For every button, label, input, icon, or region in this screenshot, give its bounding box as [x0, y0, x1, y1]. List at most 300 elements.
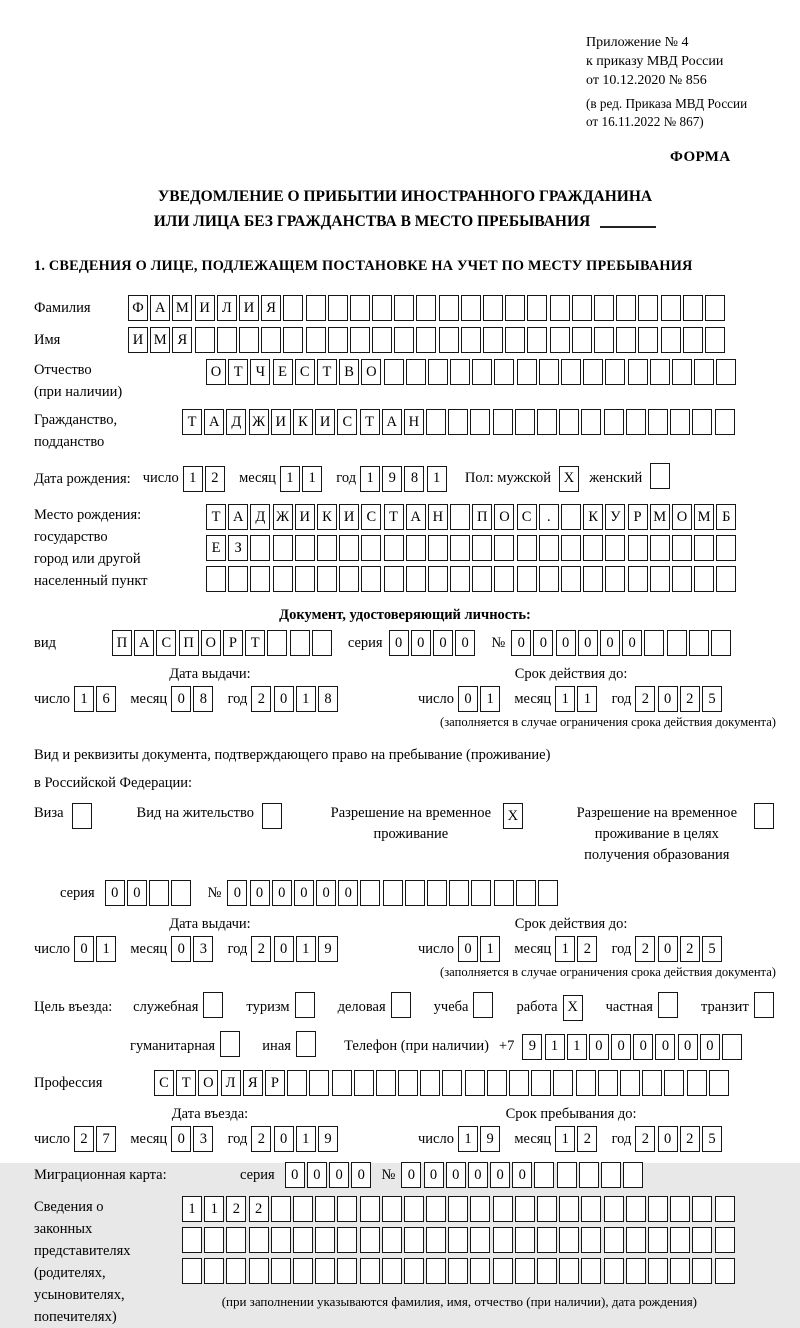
char-cell: 0 [678, 1034, 698, 1060]
char-cell: А [134, 630, 154, 656]
checkbox-cell [296, 1031, 316, 1057]
char-cell [716, 535, 736, 561]
char-cell: 5 [702, 1126, 722, 1152]
char-cell [428, 566, 448, 592]
residence-valid-note: (заполняется в случае ограничения срока действия документа) [440, 965, 776, 980]
char-cell [382, 1258, 402, 1284]
visa-checkbox [72, 803, 94, 834]
purpose-option-private [606, 992, 681, 1023]
char-cell [293, 1196, 313, 1222]
char-cell [228, 566, 248, 592]
field-patronymic [34, 359, 776, 403]
char-cell [448, 1258, 468, 1284]
char-cell [332, 1070, 352, 1096]
birth-place-label-line3: город или другой [34, 551, 141, 568]
char-cell: 1 [183, 466, 203, 492]
char-cell [561, 504, 581, 530]
char-cell [517, 566, 537, 592]
field-migration-card [34, 1162, 776, 1188]
checkbox-cell [295, 992, 315, 1018]
char-cell [716, 359, 736, 385]
char-cell [306, 327, 326, 353]
char-cell: 0 [272, 880, 292, 906]
purpose-option-checkbox [220, 1031, 242, 1062]
char-cell [539, 566, 559, 592]
char-cell [670, 409, 690, 435]
char-cell [182, 1258, 202, 1284]
representatives-label-line4: (родителях, [34, 1265, 106, 1282]
patronymic-label-line2: (при наличии) [34, 384, 123, 401]
char-cell: О [198, 1070, 218, 1096]
char-cell [687, 1070, 707, 1096]
residence-number-cells [227, 880, 560, 906]
char-cell [472, 535, 492, 561]
char-cell [572, 295, 592, 321]
identity-doc-series-label: серия [347, 634, 383, 651]
date-part-label: месяц [239, 470, 276, 487]
char-cell: М [650, 504, 670, 530]
char-cell [384, 566, 404, 592]
char-cell [428, 535, 448, 561]
purpose-option-checkbox [295, 992, 317, 1023]
entry-stay-dates [34, 1106, 776, 1152]
char-cell: И [339, 504, 359, 530]
date-part-label: месяц [130, 940, 168, 957]
purpose-option-checkbox [658, 992, 680, 1023]
char-cell [623, 1162, 643, 1188]
char-cell: Ч [250, 359, 270, 385]
char-cell [515, 409, 535, 435]
purpose-option-label: служебная [133, 999, 199, 1016]
char-cell: К [293, 409, 313, 435]
char-cell [450, 504, 470, 530]
char-cell [711, 630, 731, 656]
char-cell [283, 295, 303, 321]
purpose-option-label: гуманитарная [130, 1038, 216, 1055]
amendment-line: (в ред. Приказа МВД России [586, 96, 748, 112]
char-cell: 5 [702, 686, 722, 712]
char-cell [579, 1162, 599, 1188]
date-part-label: месяц [514, 690, 552, 707]
residence-issue-date [34, 936, 386, 962]
char-cell: 0 [658, 686, 678, 712]
char-cell [404, 1196, 424, 1222]
migration-number-label: № [381, 1166, 396, 1183]
purpose-option-label: транзит [701, 999, 749, 1016]
char-cell [537, 1258, 557, 1284]
citizenship-label-line1: Гражданство, [34, 412, 118, 429]
char-cell: 2 [680, 686, 700, 712]
char-cell: С [337, 409, 357, 435]
option-visa [34, 803, 94, 834]
char-cell [715, 1258, 735, 1284]
birth-place-label [34, 504, 206, 592]
char-cell [428, 359, 448, 385]
char-cell: Н [404, 409, 424, 435]
char-cell [581, 1196, 601, 1222]
char-cell: 1 [296, 1126, 316, 1152]
identity-valid-note: (заполняется в случае ограничения срока действия документа) [440, 715, 776, 730]
purpose-option-study [434, 992, 496, 1023]
char-cell: 1 [96, 936, 116, 962]
char-cell [195, 327, 215, 353]
char-cell [470, 1258, 490, 1284]
char-cell [273, 566, 293, 592]
checkbox-cell: X [559, 466, 579, 492]
char-cell [226, 1227, 246, 1253]
char-cell [360, 1227, 380, 1253]
char-cell: А [406, 504, 426, 530]
char-cell: И [195, 295, 215, 321]
edu-permit-label: Разрешение на временное проживание в целях получения образования [576, 805, 738, 864]
purpose-option-humanitarian [130, 1031, 242, 1062]
annex-block [586, 34, 776, 167]
date-part-label: год [611, 940, 632, 957]
char-cell [312, 630, 332, 656]
char-cell [594, 327, 614, 353]
representatives-label-line3: представителях [34, 1243, 131, 1260]
char-cell: 0 [633, 1034, 653, 1060]
char-cell [648, 1196, 668, 1222]
char-cell [672, 359, 692, 385]
birth-place-row1 [206, 504, 739, 530]
char-cell [217, 327, 237, 353]
char-cell [705, 327, 725, 353]
representatives-label-line1: Сведения о [34, 1199, 104, 1216]
char-cell [493, 1227, 513, 1253]
char-cell [406, 566, 426, 592]
char-cell [426, 409, 446, 435]
char-cell [448, 409, 468, 435]
char-cell [516, 880, 536, 906]
char-cell [505, 327, 525, 353]
char-cell [420, 1070, 440, 1096]
char-cell: З [228, 535, 248, 561]
representatives-label-line6: попечителях) [34, 1309, 117, 1326]
char-cell: 0 [611, 1034, 631, 1060]
phone-cells [522, 1034, 744, 1060]
char-cell [650, 535, 670, 561]
char-cell: С [295, 359, 315, 385]
identity-doc-title: Документ, удостоверяющий личность: [279, 607, 531, 624]
purpose-option-label: иная [262, 1038, 291, 1055]
char-cell: 0 [338, 880, 358, 906]
char-cell: 2 [205, 466, 225, 492]
char-cell [470, 1196, 490, 1222]
char-cell [472, 566, 492, 592]
char-cell [250, 566, 270, 592]
char-cell: Н [428, 504, 448, 530]
purpose-option-transit [701, 992, 776, 1023]
char-cell [559, 1196, 579, 1222]
identity-doc-number-cells [511, 630, 733, 656]
char-cell [648, 1258, 668, 1284]
char-cell [483, 327, 503, 353]
char-cell: 0 [171, 1126, 191, 1152]
char-cell [350, 295, 370, 321]
char-cell: И [271, 409, 291, 435]
identity-doc-series-cells [389, 630, 478, 656]
char-cell [689, 630, 709, 656]
char-cell [293, 1258, 313, 1284]
char-cell: 9 [522, 1034, 542, 1060]
char-cell: 0 [389, 630, 409, 656]
residence-series-label: серия [60, 885, 95, 902]
purpose-row [34, 992, 776, 1023]
char-cell [648, 409, 668, 435]
residence-valid-date [418, 936, 724, 962]
amendment-line: от 16.11.2022 № 867) [586, 113, 704, 129]
char-cell [487, 1070, 507, 1096]
char-cell [517, 535, 537, 561]
profession-cells [154, 1070, 731, 1096]
char-cell [328, 295, 348, 321]
char-cell [309, 1070, 329, 1096]
purpose-option-checkbox [754, 992, 776, 1023]
char-cell: Р [223, 630, 243, 656]
char-cell [249, 1258, 269, 1284]
char-cell: 0 [351, 1162, 371, 1188]
char-cell [515, 1227, 535, 1253]
char-cell [405, 880, 425, 906]
char-cell [583, 359, 603, 385]
residence-valid-title: Срок действия до: [514, 916, 628, 933]
purpose-option-label: работа [516, 999, 558, 1016]
char-cell [493, 409, 513, 435]
entry-date-group [34, 1126, 386, 1152]
char-cell [527, 327, 547, 353]
char-cell: Е [273, 359, 293, 385]
migration-series-cells [285, 1162, 374, 1188]
char-cell: И [239, 295, 259, 321]
char-cell: 1 [360, 466, 380, 492]
char-cell: 0 [455, 630, 475, 656]
sex-group [465, 463, 681, 494]
citizenship-cells [182, 409, 737, 435]
char-cell: Р [265, 1070, 285, 1096]
char-cell: 0 [658, 936, 678, 962]
char-cell [394, 295, 414, 321]
birth-date-group [143, 466, 449, 492]
char-cell [360, 880, 380, 906]
profession-label: Профессия [34, 1075, 103, 1092]
char-cell [576, 1070, 596, 1096]
form-word: ФОРМА [670, 148, 731, 165]
char-cell [604, 1258, 624, 1284]
char-cell: М [150, 327, 170, 353]
date-part-label: число [418, 940, 454, 957]
checkbox-cell [473, 992, 493, 1018]
char-cell [427, 880, 447, 906]
sex-female-checkbox [650, 463, 672, 494]
char-cell [583, 566, 603, 592]
char-cell: 0 [294, 880, 314, 906]
char-cell [605, 359, 625, 385]
checkbox-cell: X [563, 995, 583, 1021]
char-cell [416, 295, 436, 321]
char-cell [339, 566, 359, 592]
purpose-option-checkbox [563, 995, 585, 1021]
char-cell [384, 359, 404, 385]
char-cell [494, 880, 514, 906]
char-cell: И [315, 409, 335, 435]
char-cell: 0 [600, 630, 620, 656]
char-cell: О [361, 359, 381, 385]
char-cell [450, 535, 470, 561]
char-cell: 0 [401, 1162, 421, 1188]
char-cell [628, 535, 648, 561]
date-part-label: год [227, 690, 248, 707]
purpose-option-business [133, 992, 225, 1023]
char-cell [715, 409, 735, 435]
char-cell [384, 535, 404, 561]
date-part-label: год [227, 940, 248, 957]
char-cell [354, 1070, 374, 1096]
char-cell: Д [250, 504, 270, 530]
char-cell [426, 1227, 446, 1253]
char-cell [295, 535, 315, 561]
char-cell [626, 1196, 646, 1222]
residence-valid-col [418, 916, 724, 962]
field-birth-place [34, 504, 776, 597]
birth-place-row3 [206, 566, 739, 592]
date-part-label: год [336, 470, 357, 487]
char-cell [450, 359, 470, 385]
date-part-label: число [34, 940, 70, 957]
field-citizenship [34, 409, 776, 453]
purpose-option-label: деловая [337, 999, 386, 1016]
char-cell: 0 [329, 1162, 349, 1188]
patronymic-label-line1: Отчество [34, 362, 92, 379]
char-cell: 0 [105, 880, 125, 906]
checkbox-cell [203, 992, 223, 1018]
char-cell [239, 327, 259, 353]
date-part-label: год [227, 1130, 248, 1147]
purpose-option-checkbox [203, 992, 225, 1023]
char-cell [439, 327, 459, 353]
char-cell [450, 566, 470, 592]
char-cell: 8 [318, 686, 338, 712]
char-cell [293, 1227, 313, 1253]
char-cell [626, 409, 646, 435]
char-cell [360, 1258, 380, 1284]
char-cell: Т [182, 409, 202, 435]
char-cell: Т [228, 359, 248, 385]
checkbox-cell [754, 803, 774, 829]
date-part-label: число [418, 1130, 454, 1147]
purpose-label: Цель въезда: [34, 999, 113, 1016]
char-cell [505, 295, 525, 321]
char-cell [667, 630, 687, 656]
char-cell: С [361, 504, 381, 530]
purpose-row2 [130, 1031, 776, 1062]
checkbox-cell [754, 992, 774, 1018]
char-cell: П [112, 630, 132, 656]
edu-permit-checkbox [754, 803, 776, 834]
char-cell: У [605, 504, 625, 530]
char-cell [509, 1070, 529, 1096]
char-cell [709, 1070, 729, 1096]
char-cell [670, 1227, 690, 1253]
char-cell: 5 [702, 936, 722, 962]
char-cell [650, 566, 670, 592]
char-cell [557, 1162, 577, 1188]
field-representatives [34, 1196, 776, 1328]
char-cell: 0 [468, 1162, 488, 1188]
residence-doc-series-row [34, 880, 776, 906]
char-cell: И [128, 327, 148, 353]
residence-doc-intro-line2: в Российской Федерации: [34, 774, 193, 791]
char-cell [581, 1258, 601, 1284]
char-cell: 1 [302, 466, 322, 492]
char-cell: 2 [680, 936, 700, 962]
char-cell: П [179, 630, 199, 656]
field-given-name [34, 327, 776, 353]
field-surname [34, 295, 776, 321]
char-cell [683, 327, 703, 353]
purpose-option-other [262, 1031, 318, 1062]
char-cell [716, 566, 736, 592]
char-cell: 2 [635, 936, 655, 962]
char-cell [559, 1258, 579, 1284]
char-cell [204, 1258, 224, 1284]
char-cell [471, 880, 491, 906]
char-cell: 3 [193, 936, 213, 962]
char-cell [416, 327, 436, 353]
char-cell [559, 409, 579, 435]
char-cell: 0 [511, 630, 531, 656]
char-cell [605, 535, 625, 561]
char-cell [337, 1196, 357, 1222]
char-cell [372, 295, 392, 321]
char-cell [515, 1258, 535, 1284]
char-cell [670, 1258, 690, 1284]
char-cell [672, 566, 692, 592]
char-cell: С [154, 1070, 174, 1096]
representatives-label-line5: усыновителях, [34, 1287, 125, 1304]
char-cell: 1 [296, 936, 316, 962]
char-cell [295, 566, 315, 592]
purpose-option-label: частная [605, 999, 653, 1016]
char-cell: К [317, 504, 337, 530]
char-cell [692, 1258, 712, 1284]
char-cell [317, 535, 337, 561]
char-cell [538, 880, 558, 906]
representatives-row3 [182, 1258, 737, 1284]
form-title-line1: УВЕДОМЛЕНИЕ О ПРИБЫТИИ ИНОСТРАННОГО ГРАЖДАНИНА [157, 187, 653, 205]
char-cell [650, 359, 670, 385]
char-cell [694, 359, 714, 385]
char-cell [483, 295, 503, 321]
form-title [34, 185, 776, 235]
char-cell [715, 1196, 735, 1222]
char-cell: 1 [204, 1196, 224, 1222]
field-birth-date [34, 463, 776, 494]
char-cell: 8 [193, 686, 213, 712]
char-cell: 0 [274, 936, 294, 962]
char-cell [628, 566, 648, 592]
char-cell [537, 409, 557, 435]
char-cell: 2 [251, 936, 271, 962]
residence-number-label: № [207, 884, 222, 901]
char-cell: 0 [171, 686, 191, 712]
char-cell [531, 1070, 551, 1096]
char-cell [271, 1227, 291, 1253]
char-cell [149, 880, 169, 906]
option-temp-permit [327, 803, 525, 845]
char-cell [182, 1227, 202, 1253]
char-cell: 2 [635, 686, 655, 712]
